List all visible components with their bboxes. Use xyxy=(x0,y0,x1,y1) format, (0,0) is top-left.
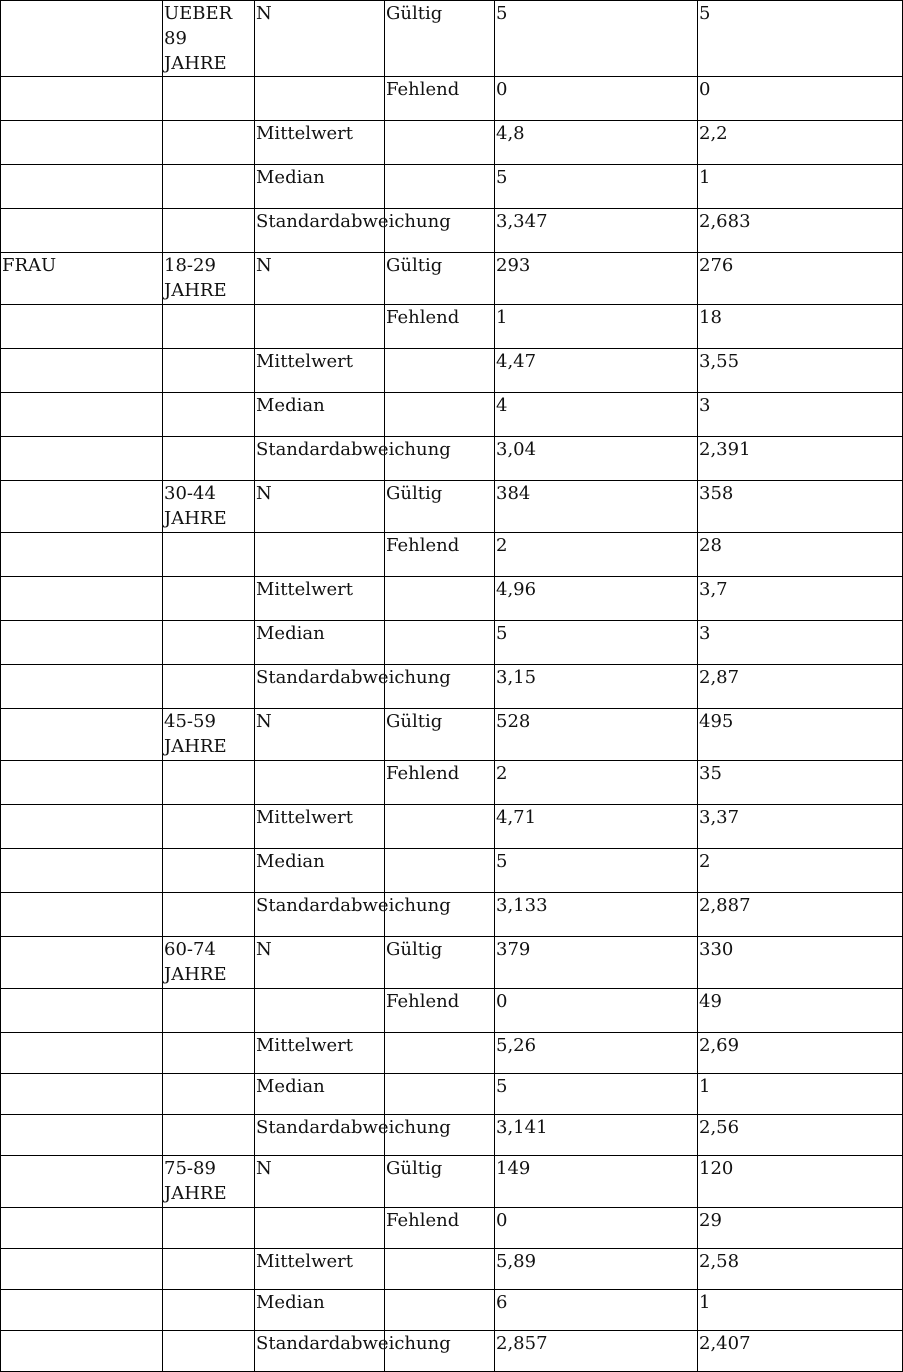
table-row xyxy=(1,577,903,621)
value-col2-cell: 2 xyxy=(698,849,903,893)
statistic-cell: Standardabweichung xyxy=(255,1115,385,1156)
value-col1-cell: 3,141 xyxy=(495,1115,698,1156)
substatistic-cell: Gültig xyxy=(385,709,495,761)
value-col2-cell: 3,37 xyxy=(698,805,903,849)
value-col2-cell: 49 xyxy=(698,989,903,1033)
value-col2-cell: 0 xyxy=(698,77,903,121)
age-group-cell: 60-74 JAHRE xyxy=(163,937,255,989)
gender-cell xyxy=(1,1074,163,1115)
value-col2-cell: 276 xyxy=(698,253,903,305)
substatistic-cell xyxy=(385,393,495,437)
gender-cell xyxy=(1,1115,163,1156)
value-col1-cell: 5 xyxy=(495,849,698,893)
value-col1-cell: 5,89 xyxy=(495,1249,698,1290)
table-row xyxy=(1,253,903,305)
gender-cell xyxy=(1,1156,163,1208)
gender-cell xyxy=(1,1033,163,1074)
gender-cell xyxy=(1,393,163,437)
value-col2-cell: 1 xyxy=(698,1074,903,1115)
value-col2-cell: 28 xyxy=(698,533,903,577)
age-group-cell: 30-44 JAHRE xyxy=(163,481,255,533)
table-row xyxy=(1,1033,903,1074)
table-row xyxy=(1,481,903,533)
value-col1-cell: 4 xyxy=(495,393,698,437)
value-col1-cell: 2,857 xyxy=(495,1331,698,1372)
statistic-cell: Mittelwert xyxy=(255,1249,385,1290)
statistic-cell: Standardabweichung xyxy=(255,1331,385,1372)
gender-cell xyxy=(1,349,163,393)
value-col1-cell: 379 xyxy=(495,937,698,989)
value-col2-cell: 2,58 xyxy=(698,1249,903,1290)
substatistic-cell xyxy=(385,165,495,209)
table-row xyxy=(1,761,903,805)
substatistic-cell: Gültig xyxy=(385,481,495,533)
value-col1-cell: 384 xyxy=(495,481,698,533)
substatistic-cell xyxy=(385,349,495,393)
substatistic-cell xyxy=(385,805,495,849)
substatistic-cell: Fehlend xyxy=(385,761,495,805)
statistic-cell: Mittelwert xyxy=(255,1033,385,1074)
table-row xyxy=(1,393,903,437)
age-group-cell xyxy=(163,77,255,121)
age-group-cell xyxy=(163,761,255,805)
statistic-cell: Median xyxy=(255,1290,385,1331)
gender-cell xyxy=(1,1208,163,1249)
statistic-cell xyxy=(255,77,385,121)
value-col1-cell: 5,26 xyxy=(495,1033,698,1074)
age-group-cell xyxy=(163,305,255,349)
age-group-cell xyxy=(163,533,255,577)
value-col1-cell: 0 xyxy=(495,77,698,121)
statistic-cell: Median xyxy=(255,621,385,665)
value-col1-cell: 4,8 xyxy=(495,121,698,165)
age-group-cell: UEBER 89 JAHRE xyxy=(163,1,255,77)
value-col2-cell: 358 xyxy=(698,481,903,533)
age-group-cell: 75-89 JAHRE xyxy=(163,1156,255,1208)
gender-cell xyxy=(1,305,163,349)
age-group-cell xyxy=(163,893,255,937)
value-col1-cell: 5 xyxy=(495,1,698,77)
statistic-cell: Median xyxy=(255,393,385,437)
table-row xyxy=(1,121,903,165)
value-col2-cell: 120 xyxy=(698,1156,903,1208)
substatistic-cell xyxy=(385,121,495,165)
statistic-cell: Median xyxy=(255,1074,385,1115)
value-col1-cell: 3,347 xyxy=(495,209,698,253)
substatistic-cell: Fehlend xyxy=(385,77,495,121)
statistic-cell xyxy=(255,761,385,805)
age-group-cell xyxy=(163,1249,255,1290)
gender-cell xyxy=(1,1331,163,1372)
value-col2-cell: 2,887 xyxy=(698,893,903,937)
age-group-cell xyxy=(163,665,255,709)
gender-cell xyxy=(1,1249,163,1290)
statistic-cell: Median xyxy=(255,849,385,893)
value-col1-cell: 6 xyxy=(495,1290,698,1331)
table-row xyxy=(1,1208,903,1249)
value-col2-cell: 29 xyxy=(698,1208,903,1249)
gender-cell xyxy=(1,761,163,805)
gender-cell xyxy=(1,621,163,665)
value-col1-cell: 1 xyxy=(495,305,698,349)
value-col2-cell: 3,7 xyxy=(698,577,903,621)
statistic-cell: Median xyxy=(255,165,385,209)
statistic-cell xyxy=(255,989,385,1033)
gender-cell xyxy=(1,709,163,761)
value-col2-cell: 5 xyxy=(698,1,903,77)
substatistic-cell: Fehlend xyxy=(385,989,495,1033)
value-col2-cell: 330 xyxy=(698,937,903,989)
value-col2-cell: 2,391 xyxy=(698,437,903,481)
value-col2-cell: 2,407 xyxy=(698,1331,903,1372)
statistic-cell: Standardabweichung xyxy=(255,665,385,709)
table-row xyxy=(1,665,903,709)
table-row xyxy=(1,1115,903,1156)
value-col1-cell: 5 xyxy=(495,1074,698,1115)
gender-cell xyxy=(1,1290,163,1331)
gender-cell xyxy=(1,665,163,709)
statistic-cell: N xyxy=(255,1156,385,1208)
statistic-cell: Mittelwert xyxy=(255,577,385,621)
table-row xyxy=(1,937,903,989)
table-row xyxy=(1,621,903,665)
value-col2-cell: 2,69 xyxy=(698,1033,903,1074)
value-col2-cell: 1 xyxy=(698,165,903,209)
statistic-cell: Standardabweichung xyxy=(255,437,385,481)
substatistic-cell: Fehlend xyxy=(385,533,495,577)
value-col1-cell: 2 xyxy=(495,761,698,805)
gender-cell xyxy=(1,577,163,621)
value-col1-cell: 293 xyxy=(495,253,698,305)
value-col2-cell: 3,55 xyxy=(698,349,903,393)
table-row xyxy=(1,349,903,393)
gender-cell xyxy=(1,437,163,481)
table-row xyxy=(1,77,903,121)
statistic-cell xyxy=(255,305,385,349)
value-col1-cell: 5 xyxy=(495,621,698,665)
substatistic-cell xyxy=(385,1249,495,1290)
table-row xyxy=(1,709,903,761)
value-col1-cell: 149 xyxy=(495,1156,698,1208)
substatistic-cell xyxy=(385,1033,495,1074)
value-col2-cell: 1 xyxy=(698,1290,903,1331)
table-row xyxy=(1,989,903,1033)
age-group-cell xyxy=(163,165,255,209)
value-col1-cell: 2 xyxy=(495,533,698,577)
gender-cell xyxy=(1,165,163,209)
statistic-cell: N xyxy=(255,481,385,533)
value-col1-cell: 4,96 xyxy=(495,577,698,621)
value-col2-cell: 18 xyxy=(698,305,903,349)
table-row xyxy=(1,1,903,77)
age-group-cell xyxy=(163,121,255,165)
table-row xyxy=(1,1156,903,1208)
value-col1-cell: 0 xyxy=(495,1208,698,1249)
statistic-cell: Standardabweichung xyxy=(255,209,385,253)
statistic-cell: Mittelwert xyxy=(255,349,385,393)
substatistic-cell xyxy=(385,849,495,893)
table-row xyxy=(1,209,903,253)
value-col1-cell: 528 xyxy=(495,709,698,761)
age-group-cell xyxy=(163,577,255,621)
table-row xyxy=(1,437,903,481)
gender-cell xyxy=(1,481,163,533)
value-col1-cell: 4,47 xyxy=(495,349,698,393)
table-row xyxy=(1,533,903,577)
age-group-cell: 45-59 JAHRE xyxy=(163,709,255,761)
table-row xyxy=(1,849,903,893)
age-group-cell xyxy=(163,349,255,393)
statistic-cell: N xyxy=(255,253,385,305)
substatistic-cell xyxy=(385,1290,495,1331)
statistic-cell: Standardabweichung xyxy=(255,893,385,937)
age-group-cell xyxy=(163,805,255,849)
table-row xyxy=(1,165,903,209)
statistic-cell xyxy=(255,533,385,577)
table-row xyxy=(1,893,903,937)
age-group-cell xyxy=(163,1331,255,1372)
statistic-cell xyxy=(255,1208,385,1249)
age-group-cell xyxy=(163,1115,255,1156)
statistic-cell: N xyxy=(255,1,385,77)
table-row xyxy=(1,805,903,849)
value-col2-cell: 495 xyxy=(698,709,903,761)
statistic-cell: Mittelwert xyxy=(255,805,385,849)
gender-cell xyxy=(1,849,163,893)
value-col2-cell: 2,683 xyxy=(698,209,903,253)
age-group-cell: 18-29 JAHRE xyxy=(163,253,255,305)
table-body xyxy=(1,1,903,1372)
value-col2-cell: 3 xyxy=(698,393,903,437)
value-col1-cell: 3,133 xyxy=(495,893,698,937)
statistic-cell: Mittelwert xyxy=(255,121,385,165)
substatistic-cell xyxy=(385,1074,495,1115)
gender-cell xyxy=(1,893,163,937)
value-col1-cell: 5 xyxy=(495,165,698,209)
gender-cell xyxy=(1,1,163,77)
substatistic-cell: Gültig xyxy=(385,1,495,77)
gender-cell xyxy=(1,77,163,121)
substatistic-cell: Gültig xyxy=(385,937,495,989)
substatistic-cell xyxy=(385,577,495,621)
gender-cell xyxy=(1,121,163,165)
substatistic-cell: Gültig xyxy=(385,1156,495,1208)
gender-cell xyxy=(1,937,163,989)
age-group-cell xyxy=(163,437,255,481)
gender-cell xyxy=(1,989,163,1033)
age-group-cell xyxy=(163,393,255,437)
age-group-cell xyxy=(163,621,255,665)
value-col1-cell: 0 xyxy=(495,989,698,1033)
age-group-cell xyxy=(163,1033,255,1074)
age-group-cell xyxy=(163,1208,255,1249)
age-group-cell xyxy=(163,1074,255,1115)
table-row xyxy=(1,305,903,349)
value-col2-cell: 35 xyxy=(698,761,903,805)
age-group-cell xyxy=(163,849,255,893)
gender-cell xyxy=(1,805,163,849)
value-col2-cell: 3 xyxy=(698,621,903,665)
statistic-cell: N xyxy=(255,709,385,761)
value-col1-cell: 3,15 xyxy=(495,665,698,709)
value-col2-cell: 2,56 xyxy=(698,1115,903,1156)
gender-cell: FRAU xyxy=(1,253,163,305)
table-row xyxy=(1,1249,903,1290)
substatistic-cell xyxy=(385,621,495,665)
table-row xyxy=(1,1290,903,1331)
table-row xyxy=(1,1074,903,1115)
gender-cell xyxy=(1,533,163,577)
substatistic-cell: Gültig xyxy=(385,253,495,305)
value-col1-cell: 3,04 xyxy=(495,437,698,481)
value-col2-cell: 2,2 xyxy=(698,121,903,165)
substatistic-cell: Fehlend xyxy=(385,1208,495,1249)
statistic-cell: N xyxy=(255,937,385,989)
age-group-cell xyxy=(163,209,255,253)
gender-cell xyxy=(1,209,163,253)
age-group-cell xyxy=(163,989,255,1033)
value-col1-cell: 4,71 xyxy=(495,805,698,849)
value-col2-cell: 2,87 xyxy=(698,665,903,709)
substatistic-cell: Fehlend xyxy=(385,305,495,349)
table-row xyxy=(1,1331,903,1372)
age-group-cell xyxy=(163,1290,255,1331)
